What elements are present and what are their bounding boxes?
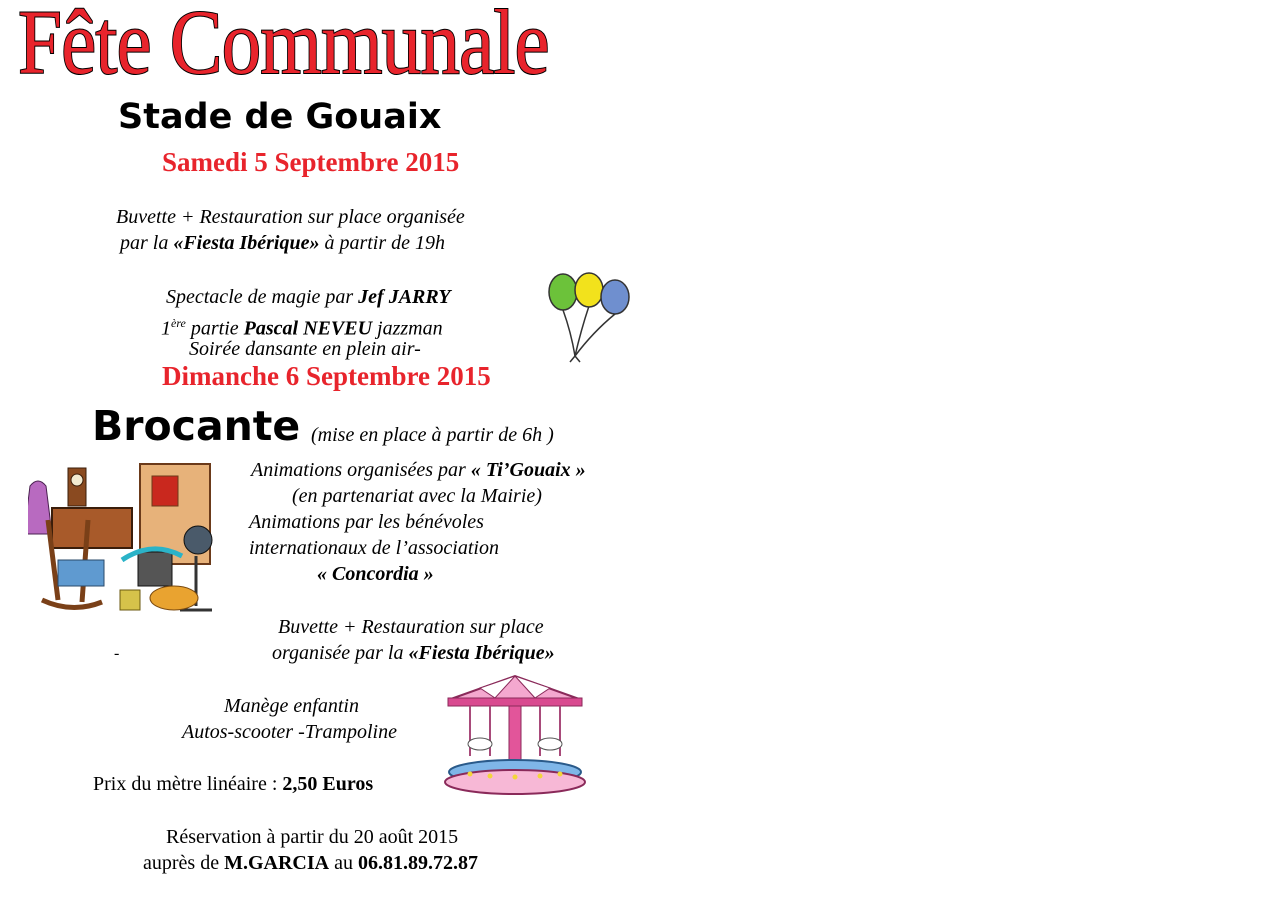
sunday-buvette-line2 xyxy=(272,640,555,666)
concordia xyxy=(317,561,434,587)
poster-title: Fête Communale xyxy=(18,0,549,93)
text: par la xyxy=(120,232,174,254)
balloons-icon xyxy=(545,270,635,365)
venue: Stade de Gouaix xyxy=(118,97,442,137)
text: Spectacle de magie par xyxy=(166,286,359,308)
dance-evening: Soirée dansante en plein air- xyxy=(189,338,421,360)
text: Prix du mètre linéaire : xyxy=(93,773,283,795)
reservation-line1: Réservation à partir du 20 août 2015 xyxy=(166,826,459,848)
manege: Manège enfantin xyxy=(224,695,359,717)
performer-name: Jef JARRY xyxy=(358,286,451,308)
performer-name: Pascal NEVEU xyxy=(243,317,373,340)
magic-show xyxy=(166,284,451,310)
saturday-buvette-line2 xyxy=(120,230,445,256)
price-value: 2,50 Euros xyxy=(282,773,374,795)
association-name: « Ti’Gouaix » xyxy=(470,459,586,481)
volunteers-line1: Animations par les bénévoles xyxy=(249,511,484,533)
text: jazzman xyxy=(372,317,443,340)
fiesta-iberique: «Fiesta Ibérique» xyxy=(173,232,320,254)
sunday-buvette-line1: Buvette + Restauration sur place xyxy=(278,616,544,638)
saturday-date: Samedi 5 Septembre 2015 xyxy=(162,147,460,177)
text: au xyxy=(329,852,358,874)
partnership-note: (en partenariat avec la Mairie) xyxy=(292,485,542,507)
brocante-heading: Brocante xyxy=(92,402,301,450)
association-name: « Concordia » xyxy=(317,563,434,585)
contact-phone: 06.81.89.72.87 xyxy=(357,852,478,874)
text: à partir de 19h xyxy=(319,232,446,254)
carousel-illustration xyxy=(440,672,590,800)
text: partie xyxy=(185,317,244,340)
autos-trampoline: Autos-scooter -Trampoline xyxy=(182,721,397,743)
animations-tigouaix xyxy=(251,457,586,483)
text: organisée par la xyxy=(272,642,409,664)
text: auprès de xyxy=(143,852,225,874)
superscript: ère xyxy=(171,316,186,330)
volunteers-line2: internationaux de l’association xyxy=(249,537,499,559)
price-line xyxy=(93,771,373,797)
text: Animations organisées par xyxy=(251,459,471,481)
contact-name: M.GARCIA xyxy=(224,852,330,874)
dash: - xyxy=(114,645,120,662)
text: 1 xyxy=(161,317,171,340)
saturday-buvette-line1: Buvette + Restauration sur place organisée xyxy=(116,206,465,228)
brocante-illustration xyxy=(28,460,230,635)
brocante-note: (mise en place à partir de 6h ) xyxy=(311,424,554,446)
sunday-date: Dimanche 6 Septembre 2015 xyxy=(162,361,491,391)
reservation-line2 xyxy=(143,850,478,876)
fiesta-iberique: «Fiesta Ibérique» xyxy=(408,642,555,664)
